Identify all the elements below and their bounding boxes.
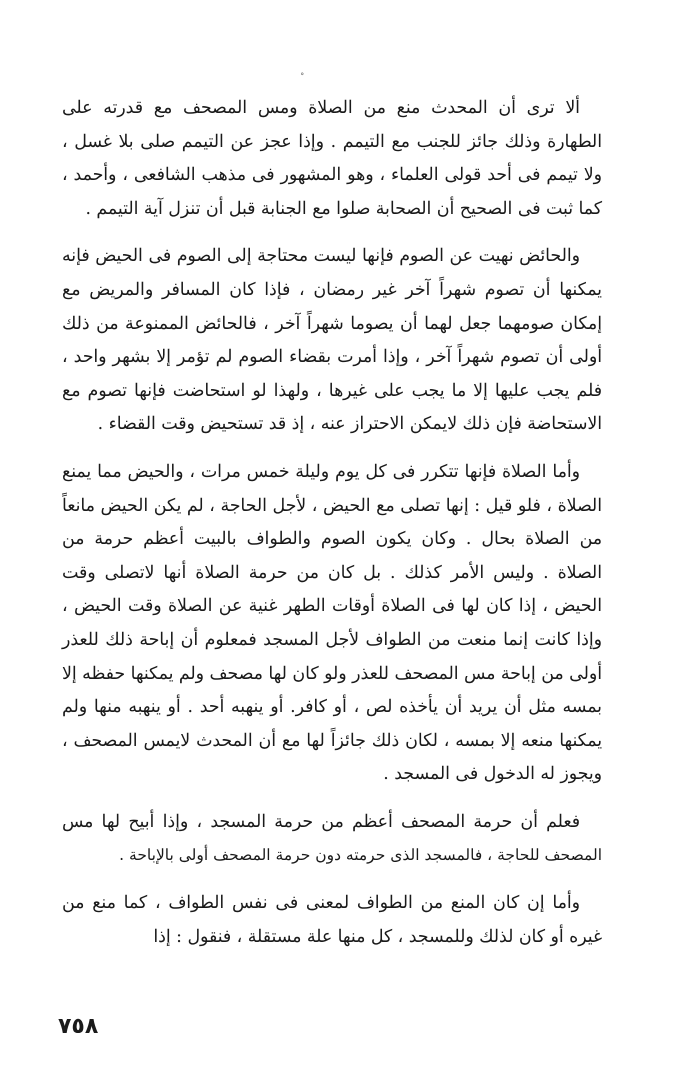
paragraph-2 [62, 240, 602, 442]
paragraph-3 [62, 456, 602, 792]
page-number: ٧٥٨ [58, 1014, 99, 1039]
paragraph-5 [62, 887, 602, 954]
paragraph-4-text-small: المصحف للحاجة ، فالمسجد الذى حرمته دون حرمة المصحف أولى بالإباحة . [119, 846, 602, 865]
paragraph-1-text: ألا ترى أن المحدث منع من الصلاة ومس المصحف مع قدرته على الطهارة وذلك جائز للجنب مع التيمم . وإذا عجز عن التيمم صلى بلا غسل ، ولا تيمم فى أحد قولى العلماء ، وهو المشهور فى مذهب الشافعى ، وأحمد ، كما ثبت فى الصحيح أن الصحابة صلوا مع الجنابة قبل أن تنزل آية التيمم . [62, 98, 602, 219]
paragraph-3-text: وأما الصلاة فإنها تتكرر فى كل يوم وليلة خمس مرات ، والحيض مما يمنع الصلاة ، فلو قيل : إنها تصلى مع الحيض ، لأجل الحاجة ، لم يكن الحيض مانعاً من الصلاة بحال . وكان يكون الصوم والطواف بالبيت أعظم حرمة من الصلاة . وليس الأمر كذلك . بل كان من حرمة الصلاة أنها لاتصلى وقت الحيض ، إذا كان لها فى الصلاة أوقات الطهر غنية عن الصلاة وقت الحيض ، وإذا كانت إنما منعت من الطواف لأجل المسجد فمعلوم أن إباحة ذلك للعذر أولى من إباحة مس المصحف للعذر ولو كان لها مصحف ولم يمكنها حفظه إلا بمسه مثل أن يريد أن يأخذه لص ، أو كافر. أو ينهبه أحد . أو ينهبه منها ولم يمكنها منعه إلا بمسه ، لكان ذلك جائزاً لها مع أن المحدث لايمس المصحف ، ويجوز له الدخول فى المسجد . [62, 461, 602, 785]
stray-mark: ˚ [300, 74, 305, 84]
paragraph-5-text: وأما إن كان المنع من الطواف لمعنى فى نفس الطواف ، كما منع من غيره أو كان لذلك وللمسجد ، كل منها علة مستقلة ، فنقول : إذا [62, 893, 602, 947]
paragraph-1 [62, 92, 602, 226]
paragraph-4-text: فعلم أن حرمة المصحف أعظم من حرمة المسجد ، وإذا أبيح لها مس [62, 811, 580, 832]
paragraph-2-text: والحائض نهيت عن الصوم فإنها ليست محتاجة إلى الصوم فى الحيض فإنه يمكنها أن تصوم شهراً آخر غير رمضان ، فإذا كان المسافر والمريض مع إمكان صومهما جعل لهما أن يصوما شهراً آخر ، فالحائض الممنوعة من ذلك أولى أن تصوم شهراً آخر ، وإذا أمرت بقضاء الصوم لم تؤمر إلا بشهر واحد ، فلم يجب عليها إلا ما يجب على غيرها ، ولهذا لو استحاضت فإنها تصوم مع الاستحاضة فإن ذلك لايمكن الاحتراز عنه ، إذ قد تستحيض وقت القضاء . [62, 246, 602, 435]
page-body [62, 92, 602, 954]
paragraph-4 [62, 806, 602, 873]
